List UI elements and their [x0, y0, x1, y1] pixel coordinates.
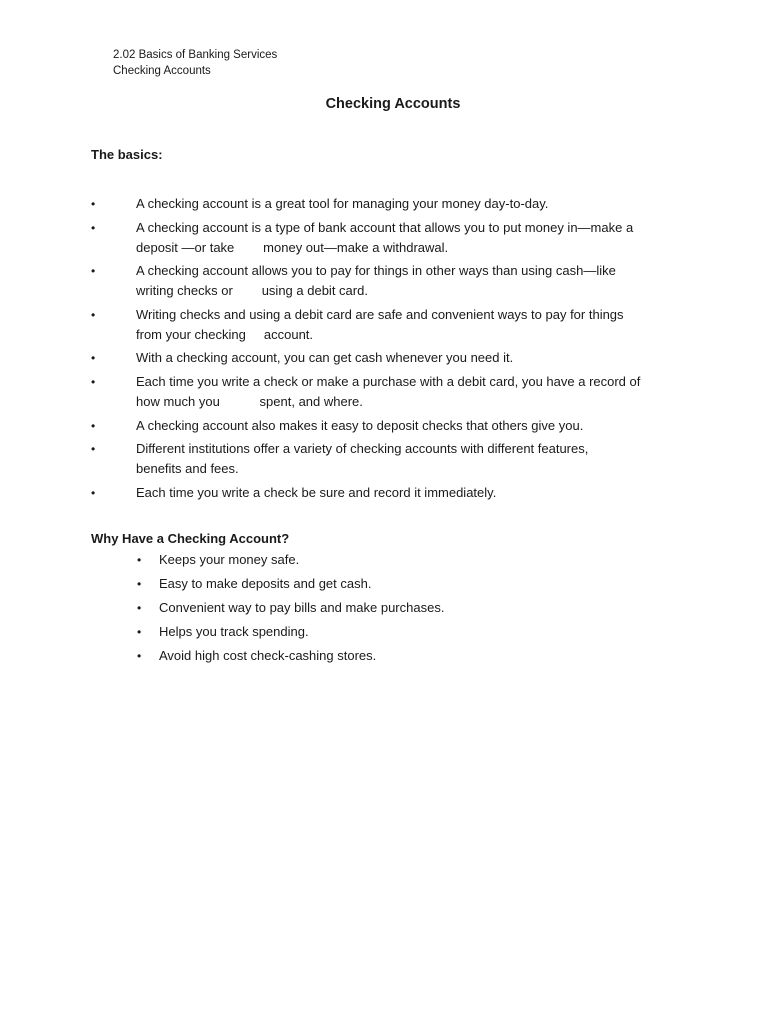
bullet-icon: •: [91, 442, 96, 457]
list-item-text: Convenient way to pay bills and make purchases.: [159, 600, 445, 615]
topic-line: Checking Accounts: [113, 65, 211, 77]
list-item-text: Writing checks and using a debit card are safe and convenient ways to pay for things: [136, 306, 624, 322]
list-item: [91, 372, 691, 412]
bullet-icon: •: [137, 649, 142, 663]
bullet-icon: •: [137, 577, 142, 591]
list-item-text: Each time you write a check be sure and record it immediately.: [136, 484, 497, 500]
list-item: [137, 598, 444, 618]
page-title: Checking Accounts: [325, 96, 461, 112]
list-item-text: writing checks or using a debit card.: [136, 283, 368, 299]
list-item: [91, 305, 691, 345]
list-item-text: A checking account is a type of bank account that allows you to put money in—make a: [136, 219, 634, 235]
list-item-text: A checking account also makes it easy to deposit checks that others give you.: [136, 417, 584, 433]
list-item-text: deposit —or take money out—make a withdrawal.: [136, 239, 449, 255]
bullet-icon: •: [137, 625, 142, 639]
why-heading: Why Have a Checking Account?: [91, 531, 290, 546]
list-item-text: Each time you write a check or make a purchase with a debit card, you have a record of: [136, 373, 641, 389]
list-item-text: Easy to make deposits and get cash.: [159, 576, 372, 591]
bullet-icon: •: [137, 553, 142, 567]
list-item: [91, 439, 691, 479]
list-item: [91, 348, 691, 368]
list-item-text: how much you spent, and where.: [136, 393, 363, 409]
bullet-icon: •: [91, 307, 96, 322]
document-header: [113, 47, 277, 79]
list-item-text: Different institutions offer a variety of checking accounts with different features,: [136, 441, 589, 457]
basics-list: [91, 194, 691, 506]
list-item: [137, 646, 444, 666]
list-item-text: Keeps your money safe.: [159, 552, 300, 567]
why-list: [137, 550, 444, 670]
list-item-text: Avoid high cost check-cashing stores.: [159, 648, 377, 663]
basics-heading: The basics:: [91, 147, 163, 162]
list-item-text: A checking account allows you to pay for things in other ways than using cash—like: [136, 263, 616, 279]
list-item: [91, 194, 691, 214]
list-item-text: benefits and fees.: [136, 461, 239, 477]
list-item: [91, 261, 691, 301]
bullet-icon: •: [91, 418, 96, 433]
list-item-text: With a checking account, you can get cash whenever you need it.: [136, 350, 514, 366]
bullet-icon: •: [91, 197, 96, 211]
list-item: [137, 574, 444, 594]
course-line: 2.02 Basics of Banking Services: [113, 49, 278, 61]
bullet-icon: •: [91, 485, 96, 500]
list-item-text: from your checking account.: [136, 326, 314, 342]
list-item: [91, 218, 691, 258]
list-item: [137, 550, 444, 570]
bullet-icon: •: [91, 351, 96, 366]
bullet-icon: •: [91, 264, 96, 279]
bullet-icon: •: [91, 374, 96, 389]
list-item-text: Helps you track spending.: [159, 624, 309, 639]
bullet-icon: •: [137, 601, 142, 615]
list-item: [91, 416, 691, 436]
list-item: [137, 622, 444, 642]
bullet-icon: •: [91, 220, 96, 235]
list-item-text: A checking account is a great tool for managing your money day-to-day.: [136, 196, 549, 211]
list-item: [91, 483, 691, 503]
